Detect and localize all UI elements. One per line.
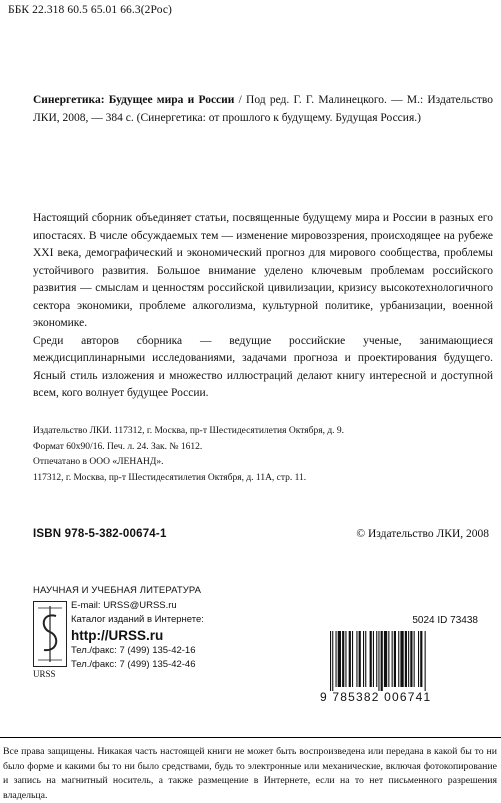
- urss-url: http://URSS.ru: [71, 628, 164, 643]
- barcode-bar: [384, 631, 387, 687]
- barcode-block: [318, 615, 478, 705]
- bibliographic-record: [33, 91, 493, 127]
- barcode-bar: [376, 631, 377, 687]
- book-title: Синергетика: Будущее мира и России: [33, 94, 235, 106]
- barcode-digits: 9 785382 006741: [320, 690, 432, 703]
- barcode-bar: [420, 631, 422, 687]
- barcode-bar: [418, 631, 419, 687]
- divider: [0, 737, 501, 738]
- printer-address: 117312, г. Москва, пр-т Шестидесятилетия Октября, д. 11А, стр. 11.: [33, 472, 307, 483]
- barcode-bar: [410, 631, 412, 687]
- annotation-paragraph-2: Среди авторов сборника — ведущие российские ученые, занимающиеся междисциплинарными исследованиями, задачами прогноза и проектирования будущего. Ясный стиль изложения и множество иллюстраций делают книгу интересной и доступной всем, кого волнует будущее России.: [33, 334, 493, 399]
- barcode-bar: [408, 631, 409, 687]
- urss-logo-label: URSS: [33, 669, 56, 679]
- barcode-bar: [398, 631, 399, 687]
- barcode-bar: [352, 631, 353, 687]
- publisher-address: Издательство ЛКИ. 117312, г. Москва, пр-т Шестидесятилетия Октября, д. 9.: [33, 426, 345, 436]
- barcode-bar: [392, 631, 393, 687]
- barcode-bar: [425, 631, 426, 691]
- barcode-bar: [345, 631, 346, 687]
- barcode-id: 5024 ID 73438: [412, 615, 478, 626]
- annotation: [33, 210, 493, 403]
- copyright: © Издательство ЛКИ, 2008: [356, 528, 489, 540]
- barcode-bar: [373, 631, 374, 687]
- barcode-bar: [338, 631, 341, 687]
- urss-heading: НАУЧНАЯ И УЧЕБНАЯ ЛИТЕРАТУРА: [33, 585, 202, 596]
- barcode-bar: [381, 631, 383, 691]
- barcode-bar: [363, 631, 364, 687]
- barcode-bar: [356, 631, 357, 687]
- rights-notice: Все права защищены. Никакая часть настоящей книги не может быть воспроизведена или передана в какой бы то ни было форме и какими бы то ни было средствами, будь то электронные или механические, включая фотокопирование и запись на магнитный носитель, а также размещение в Интернете, если на то нет письменного разрешения владельца.: [3, 746, 497, 801]
- imprint-block: [33, 424, 493, 486]
- urss-catalog: Каталог изданий в Интернете:: [71, 614, 204, 625]
- barcode-bar: [394, 631, 396, 687]
- urss-phone-2: Тел./факс: 7 (499) 135-42-46: [71, 659, 196, 670]
- barcode-bar: [405, 631, 407, 687]
- barcode-bar: [349, 631, 351, 687]
- annotation-paragraph-1: Настоящий сборник объединяет статьи, посвященные будущему мира и России в разных его ипостасях. В числе обсуждаемых тем — изменение мировоззрения, происходящее на рубеже XXI века, демографический и экономический прогноз для мирового сообщества, проблемы устойчивого развития. Большое внимание уделено ключевым проблемам российского развития — смыслам и ценностям российской цивилизации, кризису высокотехнологичного сектора экономики, проблеме алкоголизма, культурной политике, урбанизации, военной экономике.: [33, 212, 493, 329]
- urss-logo-icon: [33, 601, 67, 667]
- barcode-bar: [414, 631, 415, 687]
- urss-contacts: [71, 599, 204, 672]
- barcode-bar: [388, 631, 389, 687]
- bbk-classification: ББК 22.318 60.5 65.01 66.3(2Рос): [8, 4, 172, 16]
- barcode-bar: [332, 631, 333, 691]
- barcode-bar: [342, 631, 344, 687]
- barcode-bar: [370, 631, 372, 687]
- urss-email: E-mail: URSS@URSS.ru: [71, 600, 177, 611]
- bibliographic-details: / Под ред. Г. Г. Малинецкого. — М.: Издательство ЛКИ, 2008, — 384 с. (Синергетика: от прошлого к будущему. Будущая Россия.): [33, 94, 494, 124]
- format-line: Формат 60х90/16. Печ. л. 24. Зак. № 1612.: [33, 441, 203, 452]
- barcode-bar: [336, 631, 337, 687]
- barcode-bar: [400, 631, 403, 687]
- isbn: ISBN 978-5-382-00674-1: [33, 528, 167, 540]
- barcode-icon: [318, 631, 478, 703]
- urss-phone-1: Тел./факс: 7 (499) 135-42-16: [71, 645, 196, 656]
- barcode-bar: [378, 631, 379, 691]
- barcode-bar: [359, 631, 361, 687]
- barcode-bar: [330, 631, 331, 691]
- printer-line: Отпечатано в ООО «ЛЕНАНД».: [33, 457, 164, 467]
- barcode-bar: [365, 631, 366, 687]
